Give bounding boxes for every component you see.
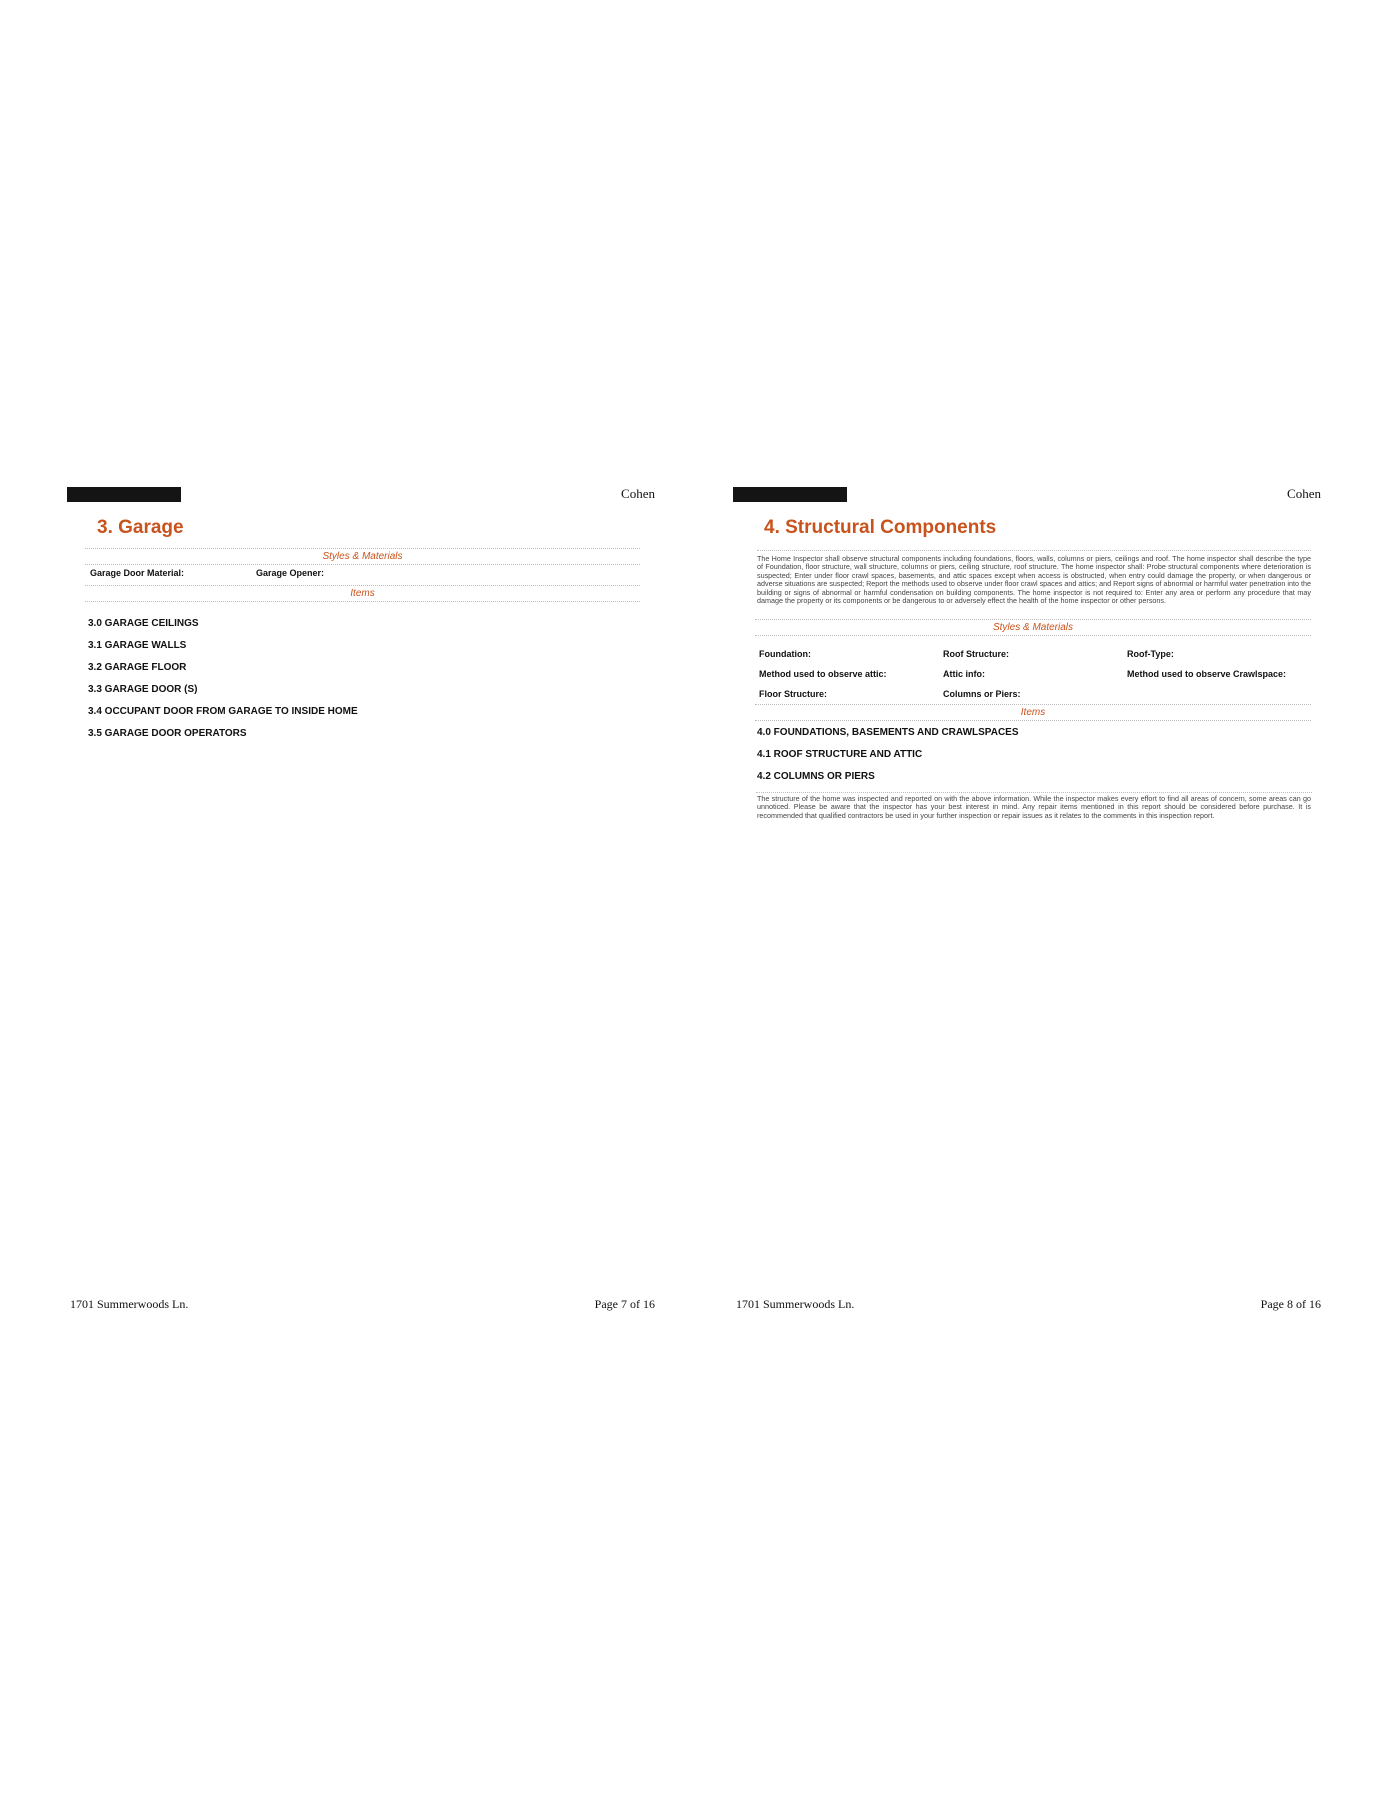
style-label: Method used to observe Crawlspace: (1127, 669, 1287, 679)
item-link[interactable]: 4.0 FOUNDATIONS, BASEMENTS AND CRAWLSPACES (757, 727, 1019, 738)
redaction-bar (733, 487, 847, 502)
footer-page-number: Page 8 of 16 (1260, 1297, 1321, 1311)
style-label: Method used to observe attic: (759, 669, 887, 679)
redaction-bar (67, 487, 181, 502)
style-label: Floor Structure: (759, 689, 828, 699)
style-label: Columns or Piers: (943, 689, 1021, 699)
item-link[interactable]: 4.2 COLUMNS OR PIERS (757, 771, 875, 782)
styles-materials-header: Styles & Materials (85, 548, 640, 565)
item-link[interactable]: 3.0 GARAGE CEILINGS (88, 618, 199, 629)
style-label: Garage Door Material: (90, 568, 185, 578)
divider (756, 792, 1312, 793)
header-client-name: Cohen (621, 486, 655, 501)
footer-page-number: Page 7 of 16 (594, 1297, 655, 1311)
footer-address: 1701 Summerwoods Ln. (70, 1297, 189, 1311)
items-header: Items (85, 585, 640, 602)
items-header: Items (755, 704, 1311, 721)
item-link[interactable]: 3.4 OCCUPANT DOOR FROM GARAGE TO INSIDE HOME (88, 706, 358, 717)
style-label: Attic info: (943, 669, 985, 679)
section-title: 4. Structural Components (764, 517, 997, 538)
section-title: 3. Garage (97, 517, 184, 538)
style-label: Foundation: (759, 649, 811, 659)
item-link[interactable]: 4.1 ROOF STRUCTURE AND ATTIC (757, 749, 923, 760)
item-link[interactable]: 3.3 GARAGE DOOR (S) (88, 684, 198, 695)
report-page-garage (67, 487, 655, 1317)
item-link[interactable]: 3.2 GARAGE FLOOR (88, 662, 187, 673)
section-disclaimer-text: The structure of the home was inspected and reported on with the above information. While the inspector makes every effort to find all areas of concern, some areas can go unnoticed. Please be aware that the inspector has your best interest in mind. Any repair items mentioned in this report should be considered before purchase. It is recommended that qualified contractors be used in your further inspection or repair issues as it relates to the comments in this inspection report. (757, 794, 1311, 820)
item-link[interactable]: 3.5 GARAGE DOOR OPERATORS (88, 728, 247, 739)
footer-address: 1701 Summerwoods Ln. (736, 1297, 855, 1311)
style-label: Garage Opener: (256, 568, 325, 578)
section-intro-text: The Home Inspector shall observe structural components including foundations, floors, walls, columns or piers, ceilings and roof. The home inspector shall describe the type of Foundation, floor structure, wall structure, columns or piers, ceiling structure, roof structure. The home inspector shall: Probe structural components where deterioration is suspected; Enter under floor crawl spaces, basements, and attic spaces except when access is obstructed, when entry could damage the property, or when dangerous or adverse situations are suspected; Report the methods used to observe under floor crawl spaces and attics; and Report signs of abnormal or harmful water penetration into the building or signs of abnormal or harmful condensation on building components. The home inspector is not required to: Enter any area or perform any procedure that may damage the property or its components or be dangerous to or adversely effect the health of the home inspector or other persons. (757, 550, 1311, 605)
report-page-structural (733, 487, 1321, 1317)
style-label: Roof Structure: (943, 649, 1009, 659)
item-link[interactable]: 3.1 GARAGE WALLS (88, 640, 187, 651)
header-client-name: Cohen (1287, 486, 1321, 501)
style-label: Roof-Type: (1127, 649, 1174, 659)
styles-materials-header: Styles & Materials (755, 619, 1311, 636)
